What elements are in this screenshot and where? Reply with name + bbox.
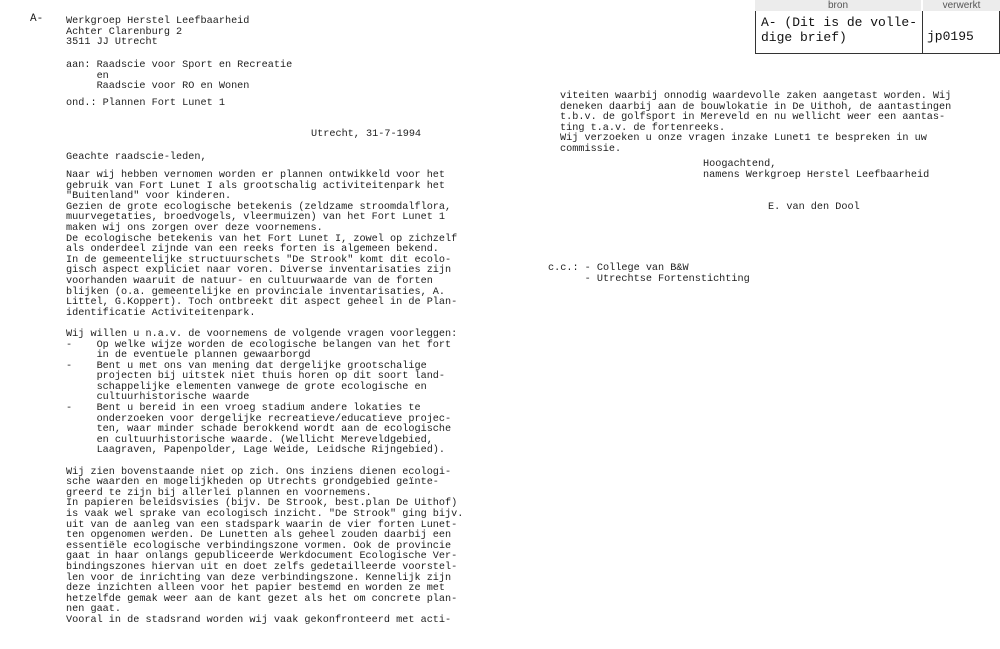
verwerkt-cell: [923, 11, 1000, 54]
sender-address: Werkgroep Herstel Leefbaarheid Achter Clarenburg 2 3511 JJ Utrecht: [66, 16, 250, 49]
archive-stamp: [755, 0, 1000, 54]
bron-header: bron: [755, 0, 921, 11]
verwerkt-header: verwerkt: [923, 0, 1000, 11]
letter-date: Utrecht, 31-7-1994: [311, 129, 422, 140]
body-text-left-column: Naar wij hebben vernomen worden er plannen ontwikkeld voor het gebruik van Fort Lunet I als grootschalig activiteitenpark het "Buitenland" voor kinderen. Gezien de grote ecologische betekenis (zeldzame stroomdalflora, muurvegetaties, broedvogels, vleermuizen) van het Fort Lunet 1 maken wij ons zorgen over deze voornemens. De ecologische betekenis van het Fort Lunet I, zowel op zichzelf als onderdeel zijnde van een reeks forten is algemeen bekend. In de gemeentelijke structuurschets "De Strook" komt dit ecolo- gisch aspect expliciet naar voren. Diverse inventarisaties zijn voorhanden waaruit de natuur- en cultuurwaarde van de forten blijken (o.a. gemeentelijke en provinciale inventarisaties, A. Littel, G.Koppert). Toch ontbreekt dit aspect geheel in de Plan- identificatie Activiteitenpark. Wij willen u n.a.v. de voornemens de volgende vragen voorleggen: - Op welke wijze worden de ecologische belangen van het fort in de eventuele plannen gewaarborgd - Bent u met ons van mening dat dergelijke grootschalige projecten bij uitstek niet thuis horen op dit soort land- schappelijke elementen vanwege de grote ecologische en cultuurhistorische waarde - Bent u bereid in een vroeg stadium andere lokaties te onderzoeken voor dergelijke recreatieve/educatieve projec- ten, waar minder schade berokkend wordt aan de ecologische en cultuurhistorische waarde. (Wellicht Mereveldgebied, Laagraven, Papenpolder, Lage Weide, Leidsche Rijngebied). Wij zien bovenstaande niet op zich. Ons inziens dienen ecologi- sche waarden en mogelijkheden op Utrechts grondgebied geïnte- greerd te zijn bij allerlei plannen en voornemens. In papieren beleidsvisies (bijv. De Strook, best.plan De Uithof) is vaak wel sprake van ecologisch inzicht. "De Strook" ging bijv. uit van de aanleg van een stadspark waarin de vier forten Lunet- ten opgenomen werden. De Lunetten als geheel zouden daarbij een essentiële ecologische verbindingszone vormen. Ook de provincie gaat in haar onlangs gepubliceerde Werkdocument Ecologische Ver- bindingszones hiervan uit en doet zelfs gedetailleerde voorstel- len voor de inrichting van deze verbindingszone. Kennelijk zijn deze inzichten alleen voor het papier bestemd en worden ze met hetzelfde gemak weer aan de kant gezet als het om concrete plan- nen gaat. Vooral in de stadsrand worden wij vaak gekonfronteerd met acti-: [66, 170, 464, 626]
subject-line: ond.: Plannen Fort Lunet 1: [66, 98, 225, 109]
bron-value: A- (Dit is de volle- dige brief): [761, 15, 918, 45]
bron-cell: [755, 11, 923, 54]
carbon-copy: c.c.: - College van B&W - Utrechtse Fortenstichting: [548, 263, 750, 285]
signer-name: E. van den Dool: [768, 202, 860, 213]
closing: Hoogachtend, namens Werkgroep Herstel Leefbaarheid: [703, 159, 930, 181]
recipients: aan: Raadscie voor Sport en Recreatie en Raadscie voor RO en Wonen: [66, 60, 293, 93]
margin-mark: A-: [30, 13, 44, 25]
salutation: Geachte raadscie-leden,: [66, 152, 207, 163]
verwerkt-value: jp0195: [927, 29, 974, 44]
body-text-right-column: viteiten waarbij onnodig waardevolle zaken aangetast worden. Wij deneken daarbij aan de bouwlokatie in De Uithoh, de aantastingen t.b.v. de golfsport in Mereveld en nu wellicht weer een aantas- ting t.a.v. de fortenreeks. Wij verzoeken u onze vragen inzake Lunet1 te bespreken in uw commissie.: [560, 91, 952, 155]
